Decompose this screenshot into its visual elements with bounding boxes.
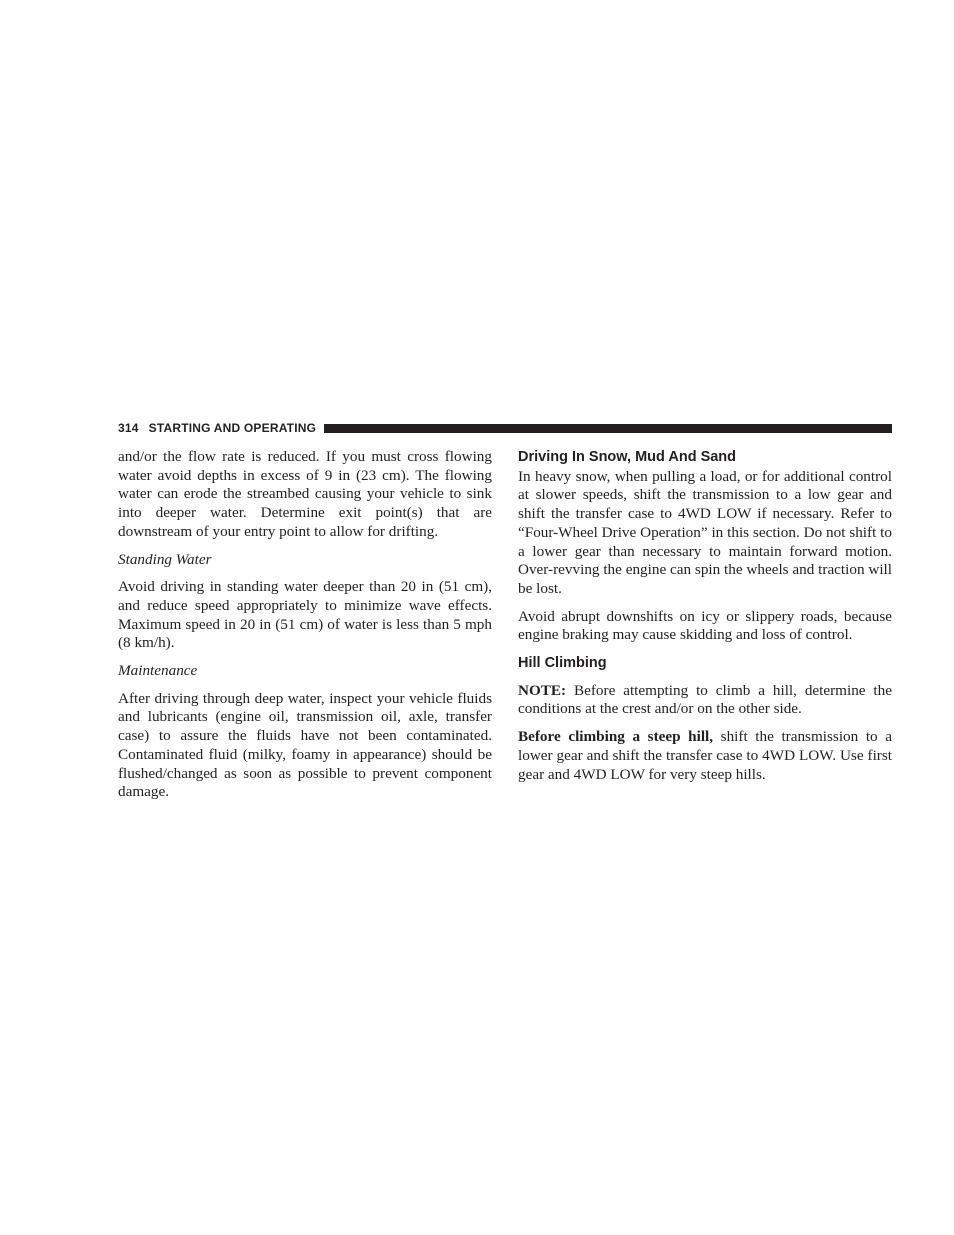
standing-water-title: Standing Water [118, 550, 212, 568]
steep-hill-paragraph [518, 728, 892, 784]
header-rule [324, 424, 892, 433]
left-column [118, 448, 492, 811]
steep-hill-text: shift the transmission to a lower gear and shift the transfer case to 4WD LOW. Use first gear and 4WD LOW for very steep hills. [518, 728, 892, 783]
snow-paragraph-1: In heavy snow, when pulling a load, or for additional control at slower speeds, shift the transmission to a low gear and shift the transfer case to 4WD LOW if necessary. Refer to “Four-Wheel Drive Operation” in this section. Do not shift to a lower gear than necessary to maintain forward motion. Over-revving the engine can spin the wheels and traction will be lost. [518, 467, 892, 597]
page-header [118, 419, 892, 437]
section-title: STARTING AND OPERATING [148, 421, 317, 435]
maintenance-paragraph: After driving through deep water, inspect your vehicle fluids and lubricants (engine oil, transmission oil, axle, transfer case) to assure the fluids have not been contaminated. Contaminated fluid (milky, foamy in appearance) should be flushed/changed as soon as possible to prevent component damage. [118, 689, 492, 801]
page-number: 314 [118, 421, 139, 435]
maintenance-title: Maintenance [118, 662, 198, 680]
snow-mud-sand-heading: Driving In Snow, Mud And Sand [518, 449, 737, 465]
right-column [518, 448, 892, 793]
note-paragraph [518, 682, 892, 719]
note-text: Before attempting to climb a hill, determine the conditions at the crest and/or on the other side. [518, 681, 892, 718]
standing-water-paragraph: Avoid driving in standing water deeper than 20 in (51 cm), and reduce speed appropriately to minimize wave effects. Maximum speed in 20 in (51 cm) of water is less than 5 mph (8 km/h). [118, 578, 492, 652]
hill-climbing-heading: Hill Climbing [518, 655, 607, 672]
note-label: NOTE: [518, 681, 567, 699]
flowing-water-paragraph: and/or the flow rate is reduced. If you must cross flowing water avoid depths in excess of 9 in (23 cm). The flowing water can erode the streambed causing your vehicle to sink into deeper water. Determine exit point(s) that are downstream of your entry point to allow for drifting. [118, 448, 492, 540]
snow-paragraph-2: Avoid abrupt downshifts on icy or slippery roads, because engine braking may cause skidding and loss of control. [518, 607, 892, 644]
steep-hill-label: Before climbing a steep hill, [518, 728, 714, 746]
